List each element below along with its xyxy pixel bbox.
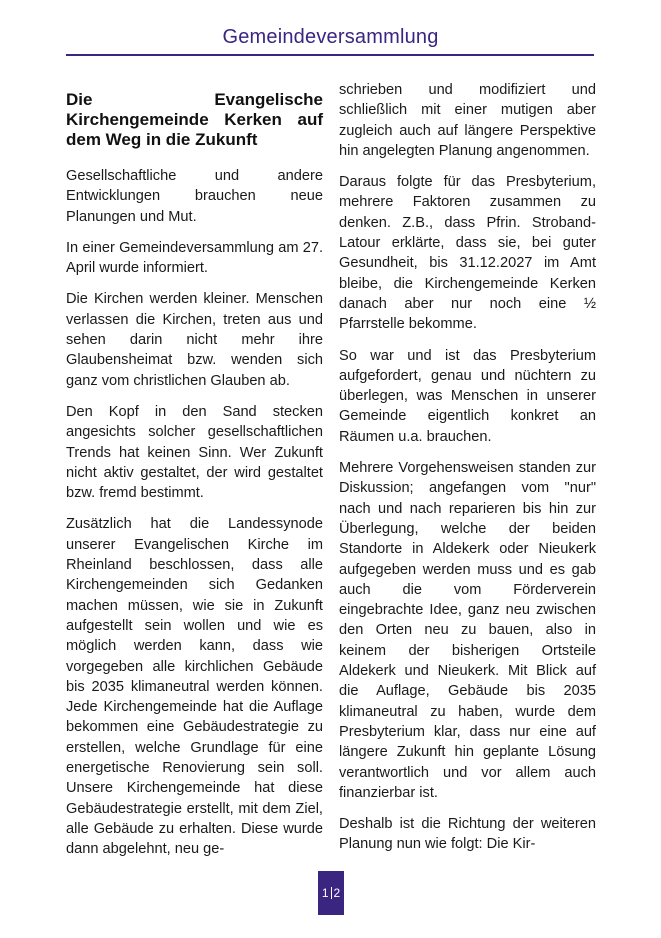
page-number-digit: 2 bbox=[333, 886, 341, 900]
paragraph: Deshalb ist die Richtung der weiteren Planung nun wie folgt: Die Kir- bbox=[339, 816, 596, 853]
page-number-tab bbox=[318, 871, 344, 915]
page-header-title: Gemeindeversammlung bbox=[222, 26, 439, 48]
paragraph: Daraus folgte für das Presbyterium, mehrere Faktoren zusammen zu denken. Z.B., dass Pfrin. Stroband-Latour erklärte, dass sie, bei guter Gesundheit, bis 31.12.2027 im Amt bleibe, die Kirchengemeinde Kerken danach aber nur noch eine ½ Pfarrstelle bekomme. bbox=[339, 174, 596, 333]
right-column bbox=[339, 80, 596, 866]
article-title: Die Evangelische Kirchengemeinde Kerken auf dem Weg in die Zukunft bbox=[66, 90, 323, 149]
page-number-divider bbox=[331, 887, 332, 899]
paragraph: Gesellschaftliche und andere Entwicklungen brauchen neue Planungen und Mut. bbox=[66, 168, 323, 225]
paragraph: Die Kirchen werden kleiner. Menschen verlassen die Kirchen, treten aus und sehen darin nicht mehr ihre Glaubensheimat bzw. wenden sich ganz vom christlichen Glauben ab. bbox=[66, 291, 323, 389]
paragraph: schrieben und modifiziert und schließlich mit einer mutigen aber zugleich auch auf längere Perspektive hin angelegten Planung angenommen. bbox=[339, 82, 596, 159]
paragraph: Mehrere Vorgehensweisen standen zur Diskussion; angefangen vom "nur" nach und nach reparieren bis hin zur Überlegung, welche der beiden Standorte in Aldekerk oder Nieukerk aufgegeben werden muss und es gab auch die vom Förderverein eingebrachte Idee, ganz neu zwischen den Orten neu zu bauen, also in keinem der bisherigen Ortsteile Aldekerk und Nieukerk. Mit Blick auf die Auflage, Gebäude bis 2035 klimaneutral zu haben, wurde dem Presbyterium klar, dass nur eine auf längere Zukunft hin geplante Lösung verantwortlich und vor allem auch finanzierbar ist. bbox=[339, 460, 596, 801]
page-number-digit: 1 bbox=[321, 886, 329, 900]
paragraph: So war und ist das Presbyterium aufgefordert, genau und nüchtern zu überlegen, was Menschen in unserer Gemeinde eigentlich konkret an Räumen u.a. brauchen. bbox=[339, 347, 596, 445]
left-column bbox=[66, 90, 323, 871]
header-divider bbox=[66, 54, 594, 56]
paragraph: In einer Gemeindeversammlung am 27. April wurde informiert. bbox=[66, 239, 323, 277]
paragraph: Den Kopf in den Sand stecken angesichts solcher gesellschaftlichen Trends hat keinen Sinn. Wer Zukunft nicht aktiv gestaltet, der wird gestaltet bzw. fremd bestimmt. bbox=[66, 403, 323, 502]
paragraph: Zusätzlich hat die Landessynode unserer Evangelischen Kirche im Rheinland beschlossen, dass alle Kirchengemeinden sich Gedanken machen müssen, wie sie in Zukunft aufgestellt sein wollen und wie es möglich werden kann, dass wie vorgegeben alle kirchlichen Gebäude bis 2035 klimaneutral werden können. Jede Kirchengemeinde hat die Auflage bekommen eine Gebäudestrategie zu erstellen, welche Grundlage für eine energetische Renovierung sein soll. Unsere Kirchengemeinde hat diese Gebäudestrategie erstellt, mit dem Ziel, alle Gebäude zu erhalten. Diese wurde dann abgelehnt, neu ge- bbox=[66, 516, 323, 858]
